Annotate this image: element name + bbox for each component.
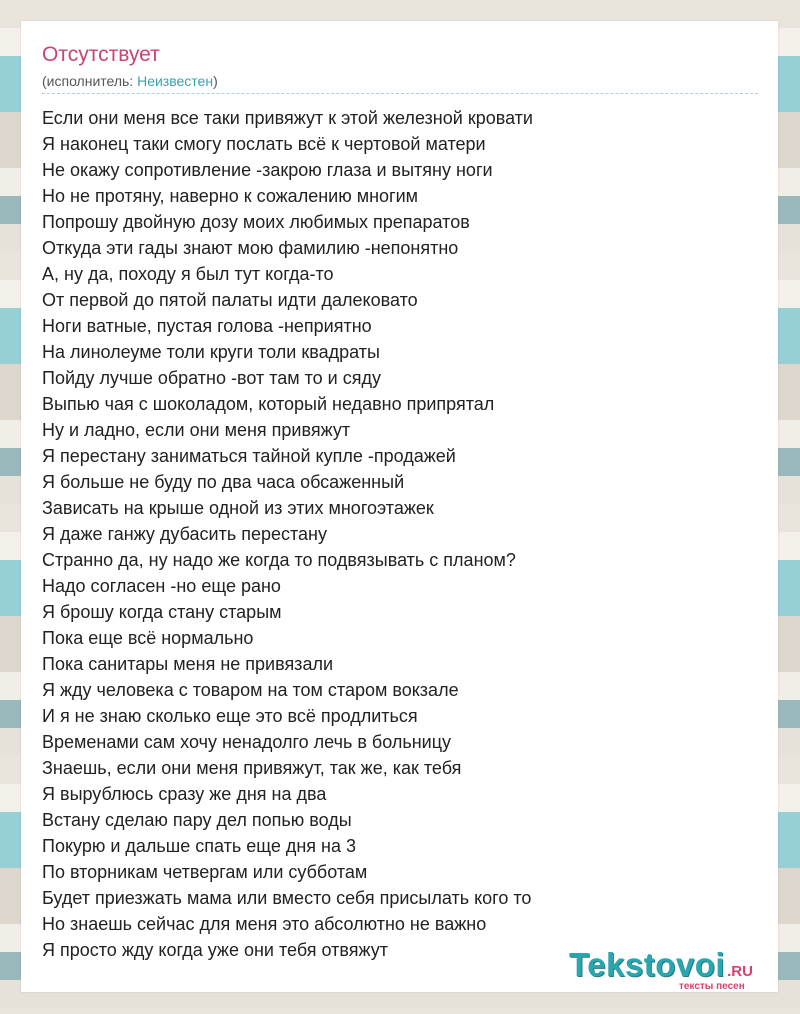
lyrics-body — [42, 105, 533, 963]
lyric-line: По вторникам четвергам или субботам — [42, 862, 368, 882]
lyric-line: Странно да, ну надо же когда то подвязывать с планом? — [42, 550, 516, 570]
lyric-line: Я даже ганжу дубасить перестану — [42, 524, 327, 544]
lyric-line: Пока санитары меня не привязали — [42, 654, 334, 674]
lyric-line: Но знаешь сейчас для меня это абсолютно не важно — [42, 914, 487, 934]
lyric-line: Покурю и дальше спать еще дня на 3 — [42, 836, 357, 856]
lyric-line: Будет приезжать мама или вместо себя присылать кого то — [42, 888, 532, 908]
lyric-line: Не окажу сопротивление -закрою глаза и вытяну ноги — [42, 160, 493, 180]
meta-suffix: ) — [213, 73, 218, 89]
song-title: Отсутствует — [42, 43, 160, 66]
lyric-line: Попрошу двойную дозу моих любимых препаратов — [42, 212, 470, 232]
lyric-line: Я жду человека с товаром на том старом вокзале — [42, 680, 459, 700]
song-meta — [42, 73, 218, 89]
lyric-line: А, ну да, походу я был тут когда-то — [42, 264, 334, 284]
header-divider — [42, 93, 758, 94]
logo-tld: .RU — [727, 963, 753, 980]
lyric-line: И я не знаю сколько еще это всё продлиться — [42, 706, 418, 726]
artist-link[interactable]: Неизвестен — [137, 73, 214, 89]
lyric-line: От первой до пятой палаты идти далековато — [42, 290, 418, 310]
lyric-line: Встану сделаю пару дел попью воды — [42, 810, 352, 830]
lyric-line: Я просто жду когда уже они тебя отвяжут — [42, 940, 388, 960]
meta-prefix: (исполнитель: — [42, 73, 138, 89]
lyric-line: Пойду лучше обратно -вот там то и сяду — [42, 368, 381, 388]
content-card — [21, 21, 778, 992]
lyric-line: Я перестану заниматься тайной купле -продажей — [42, 446, 456, 466]
lyric-line: Пока еще всё нормально — [42, 628, 254, 648]
lyric-line: Я вырублюсь сразу же дня на два — [42, 784, 327, 804]
site-logo[interactable] — [569, 946, 789, 996]
lyric-line: Если они меня все таки привяжут к этой железной кровати — [42, 108, 533, 128]
lyric-line: Я брошу когда стану старым — [42, 602, 282, 622]
lyric-line: Я больше не буду по два часа обсаженный — [42, 472, 405, 492]
lyric-line: Временами сам хочу ненадолго лечь в больницу — [42, 732, 452, 752]
lyric-line: Но не протяну, наверно к сожалению многим — [42, 186, 419, 206]
lyric-line: Зависать на крыше одной из этих многоэтажек — [42, 498, 434, 518]
lyric-line: Выпью чая с шоколадом, который недавно припрятал — [42, 394, 495, 414]
lyric-line: Ноги ватные, пустая голова -неприятно — [42, 316, 372, 336]
lyric-line: Я наконец таки смогу послать всё к чертовой матери — [42, 134, 486, 154]
lyric-line: Ну и ладно, если они меня привяжут — [42, 420, 351, 440]
logo-brand: Tekstovoi — [569, 946, 726, 983]
lyric-line: На линолеуме толи круги толи квадраты — [42, 342, 380, 362]
lyric-line: Надо согласен -но еще рано — [42, 576, 281, 596]
lyric-line: Откуда эти гады знают мою фамилию -непонятно — [42, 238, 459, 258]
logo-tagline: тексты песен — [679, 981, 745, 992]
lyric-line: Знаешь, если они меня привяжут, так же, как тебя — [42, 758, 462, 778]
